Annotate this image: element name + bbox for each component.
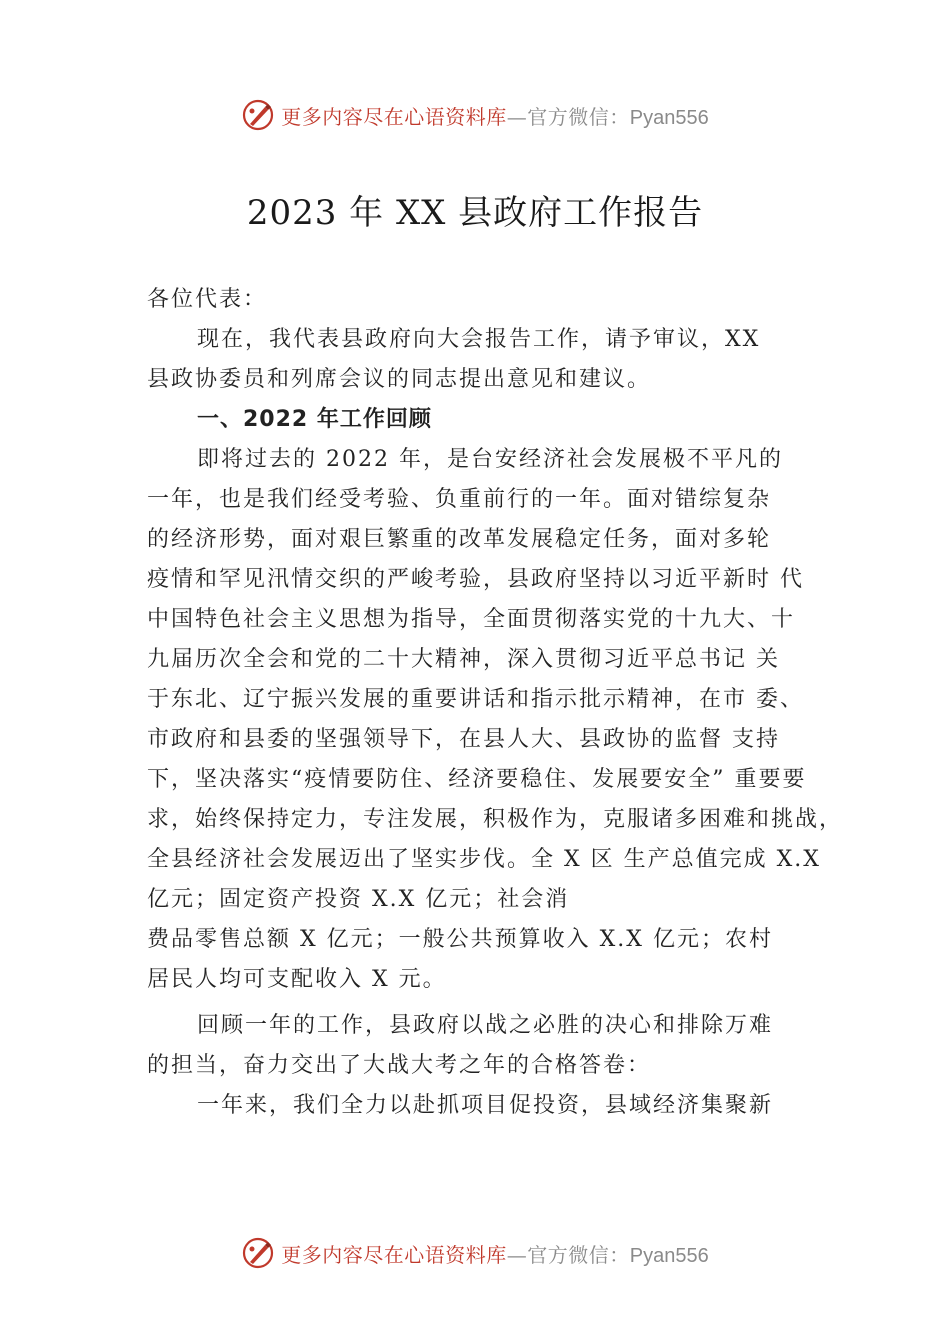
paragraph-line: 县政协委员和列席会议的同志提出意见和建议。: [147, 367, 652, 392]
banner-slogan: 更多内容尽在心语资料库: [281, 104, 507, 129]
paragraph-line: 中国特色社会主义思想为指导，全面贯彻落实党的十九大、十: [147, 607, 796, 632]
paragraph-line: 的经济形势，面对艰巨繁重的改革发展稳定任务，面对多轮: [147, 527, 772, 552]
banner-wechat-id: Pyan556: [629, 1244, 709, 1267]
paragraph-line: 求，始终保持定力，专注发展，积极作为，克服诸多困难和挑战，: [147, 807, 844, 832]
paragraph-line: 市政府和县委的坚强领导下，在县人大、县政协的监督 支持: [147, 727, 780, 752]
paragraph-line: 疫情和罕见汛情交织的严峻考验，县政府坚持以习近平新时 代: [147, 567, 804, 592]
paragraph-line: 居民人均可支配收入 X 元。: [147, 967, 447, 992]
document-body: [147, 280, 847, 1126]
paragraph-line: 回顾一年的工作，县政府以战之必胜的决心和排除万难: [197, 1013, 774, 1038]
banner-wechat-label: —官方微信：: [506, 1242, 630, 1267]
paragraph-line: 亿元；固定资产投资 X.X 亿元；社会消: [147, 887, 570, 912]
banner-wechat-id: Pyan556: [629, 106, 709, 129]
paragraph-line: 下，坚决落实“疫情要防住、经济要稳住、发展要安全” 重要要: [147, 767, 807, 792]
document-title: 2023 年 XX 县政府工作报告: [246, 193, 704, 233]
pen-logo-icon: [241, 98, 275, 132]
salutation: 各位代表：: [147, 287, 268, 312]
paragraph-line: 九届历次全会和党的二十大精神，深入贯彻习近平总书记 关: [147, 647, 780, 672]
pen-logo-icon: [241, 1236, 275, 1270]
header-banner: [0, 95, 950, 135]
section-heading: 一、2022 年工作回顾: [197, 407, 432, 432]
paragraph-line: 一年，也是我们经受考验、负重前行的一年。面对错综复杂: [147, 487, 772, 512]
paragraph-line: 一年来，我们全力以赴抓项目促投资，县域经济集聚新: [197, 1093, 774, 1118]
paragraph-line: 费品零售总额 X 亿元；一般公共预算收入 X.X 亿元；农村: [147, 927, 773, 952]
paragraph-line: 即将过去的 2022 年，是台安经济社会发展极不平凡的: [197, 447, 783, 472]
paragraph-line: 现在，我代表县政府向大会报告工作，请予审议，XX: [197, 327, 761, 352]
paragraph-line: 的担当，奋力交出了大战大考之年的合格答卷：: [147, 1053, 652, 1078]
paragraph-line: 全县经济社会发展迈出了坚实步伐。全 X 区 生产总值完成 X.X: [147, 847, 821, 872]
paragraph-line: 于东北、辽宁振兴发展的重要讲话和指示批示精神，在市 委、: [147, 687, 804, 712]
banner-wechat-label: —官方微信：: [506, 104, 630, 129]
footer-banner: [0, 1233, 950, 1273]
banner-slogan: 更多内容尽在心语资料库: [281, 1242, 507, 1267]
